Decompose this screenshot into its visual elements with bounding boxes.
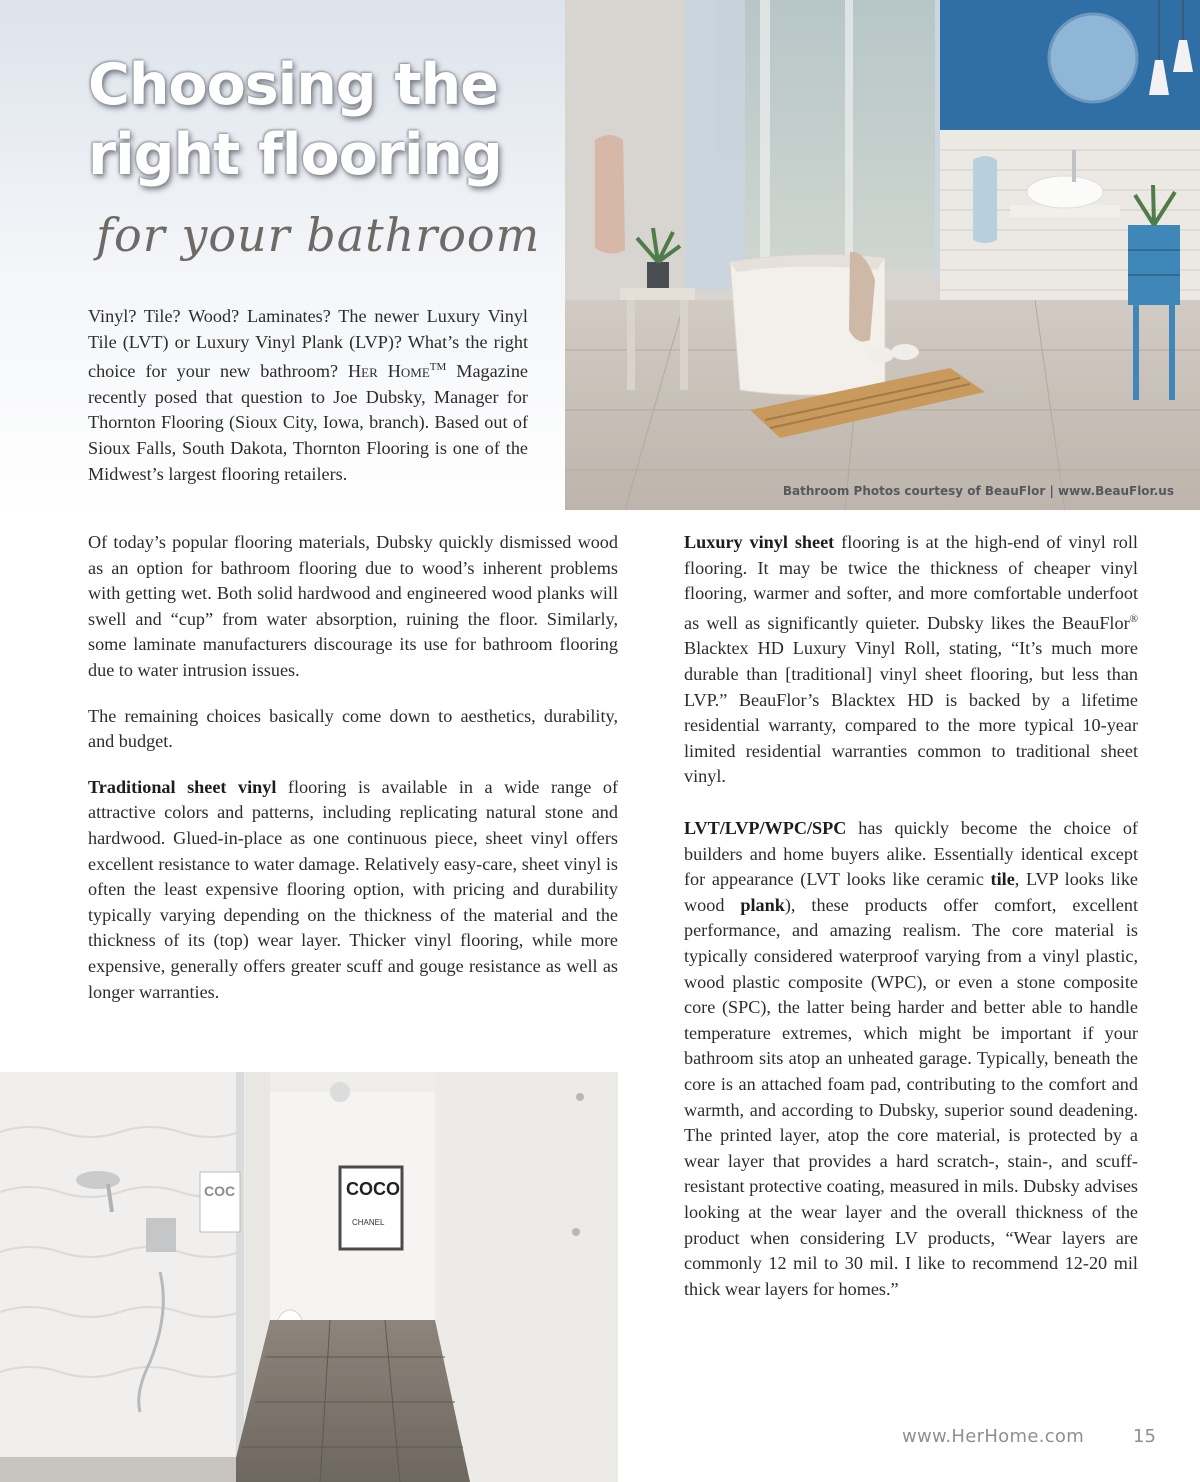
lvt-text-c: ), these products offer comfort, excellent performance, and amazing realism. The core material is typically considered waterproof varying from a vinyl plastic, wood plastic composite (WPC), or even a stone composite core (SPC), the latter being harder and better able to handle temperature extremes, which might be important if your bathroom sits atop an unheated garage. Typically, beneath the core is an attached foam pad, contributing to the comfort and warmth, and according to Dubsky, superior sound deadening. The printed layer, atop the core material, is protected by a wear layer that provides a hard scratch-, stain-, and scuff-resistant protective coating, measured in mils. Dubsky advises looking at the wear layer and the overall thickness of the product when considering LV products, “Wear layers are commonly 12 mil to 30 mil. I like to recommend 12-20 mil thick wear layers for homes.” [684,894,1138,1299]
bathroom-illustration-top [565,0,1200,510]
poster-brand-text: CHANEL [352,1218,385,1227]
paragraph-choices: The remaining choices basically come down to aesthetics, durability, and budget. [88,705,618,752]
paragraph-lvt [684,816,1138,1302]
intro-paragraph [88,304,528,507]
lvt-text-a: has quickly become the choice of builders and home buyers alike. Essentially identical except for appearance (LVT looks like ceramic [684,818,1138,890]
luxury-text-b: Blacktex HD Luxury Vinyl Roll, stating, “It’s much more durable than [traditional] vinyl sheet flooring, but less than LVP.” BeauFlor’s Blacktex HD is backed by a lifetime residential warranty, compared to the more typical 10-year limited residential warranties common to traditional sheet vinyl. [684,638,1138,787]
paragraph-sheet-vinyl [88,775,618,1005]
word-plank: plank [740,894,785,915]
right-column [684,530,1138,1322]
paragraph-luxury-vinyl-sheet [684,530,1138,790]
title-line-1: Choosing the [88,52,498,118]
left-column [88,530,618,1025]
title-line-2: right flooring [88,122,502,188]
word-tile: tile [990,869,1015,890]
trademark: TM [429,361,447,374]
photo-credit-caption: Bathroom Photos courtesy of BeauFlor | www.BeauFlor.us [782,484,1174,498]
sheet-vinyl-text: flooring is available in a wide range of attractive colors and patterns, including replicating natural stone and hardwood. Glued-in-place as one continuous piece, sheet vinyl offers excellent resistance to water damage. Relatively easy-care, sheet vinyl is often the least expensive flooring option, with pricing and durability typically varying depending on the thickness of the material and the thickness of its (top) wear layer. Thicker vinyl flooring, while more expensive, generally offers greater scuff and gouge resistance as well as longer warranties. [88,776,618,1002]
shower-photo-bottom [0,1072,618,1482]
shower-illustration [0,1072,618,1482]
luxury-text-a: flooring is at the high-end of vinyl roll flooring. It may be twice the thickness of cheaper vinyl flooring, warmer and softer, and more comfortable underfoot as well as significantly quieter. Dubsky likes the BeauFlor [684,532,1138,633]
page-number: 15 [1133,1426,1156,1447]
heading-traditional-sheet-vinyl: Traditional sheet vinyl [88,776,277,797]
bathroom-photo-top [565,0,1200,510]
poster-main-text: COCO [346,1179,400,1199]
magazine-name: Her Home [348,361,430,382]
registered-mark: ® [1129,612,1138,625]
heading-luxury-vinyl-sheet: Luxury vinyl sheet [684,532,835,552]
intro-text [88,304,528,487]
footer-website: www.HerHome.com [902,1426,1085,1447]
intro-text-b: Magazine recently posed that question to Joe Dubsky, Manager for Thornton Flooring (Sioux City, Iowa, branch). Based out of Sioux Falls, South Dakota, Thornton Flooring is one of the Midwest’s largest flooring retailers. [88,361,528,484]
title-block [88,50,541,262]
subtitle: for your bathroom [96,208,541,262]
lvt-text-b: , LVP looks like wood [684,869,1138,915]
intro-text-a: Vinyl? Tile? Wood? Laminates? The newer Luxury Vinyl Tile (LVT) or Luxury Vinyl Plank (LVP)? What’s the right choice for your new bathroom? [88,306,528,382]
poster-left-text: COC [204,1183,236,1199]
heading-lvt-lvp-wpc-spc: LVT/LVP/WPC/SPC [684,818,847,838]
paragraph-wood: Of today’s popular flooring materials, Dubsky quickly dismissed wood as an option for bathroom flooring due to wood’s inherent problems with getting wet. Both solid hardwood and engineered wood planks will swell and “cup” from water absorption, ruining the floor. Similarly, some laminate manufacturers discourage its use for bathroom flooring due to water intrusion issues. [88,532,618,680]
